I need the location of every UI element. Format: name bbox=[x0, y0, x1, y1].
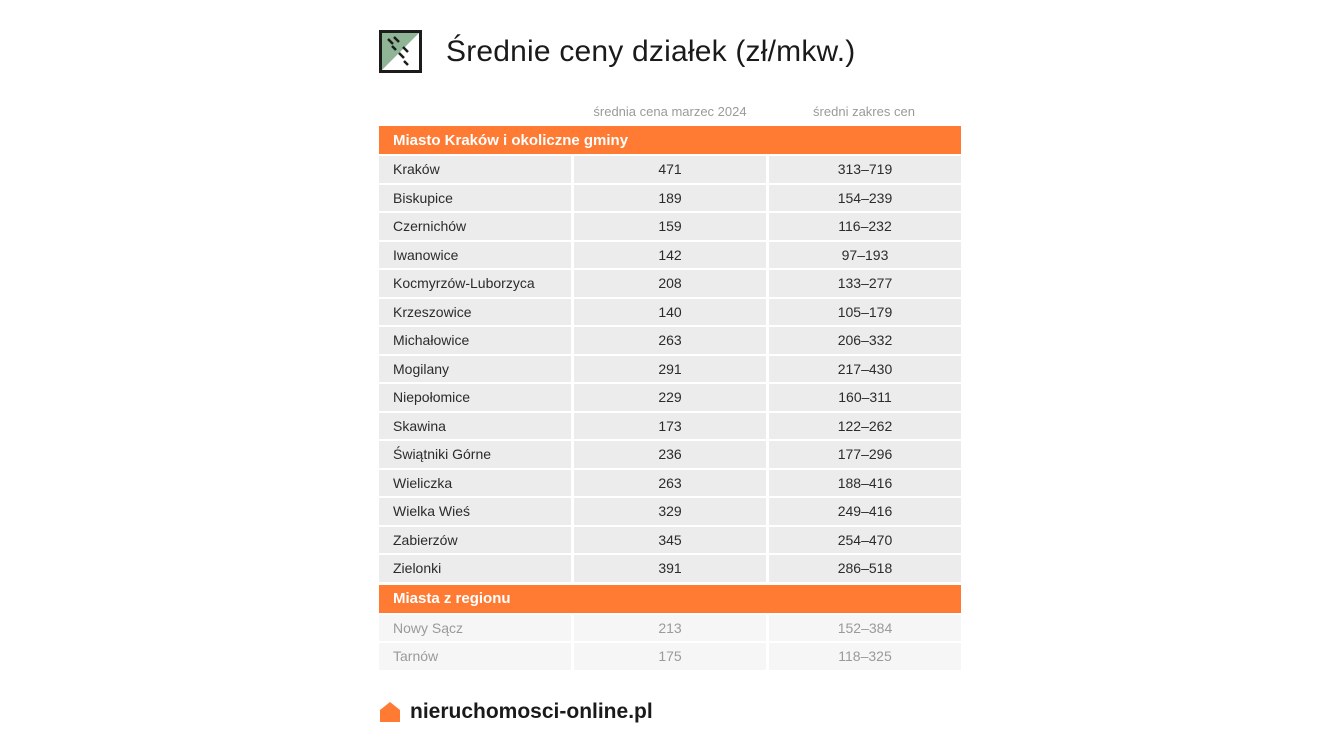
row-name: Biskupice bbox=[379, 185, 571, 212]
row-price-range: 313–719 bbox=[769, 156, 961, 183]
row-avg-price: 175 bbox=[574, 643, 766, 670]
row-avg-price: 471 bbox=[574, 156, 766, 183]
row-avg-price: 391 bbox=[574, 555, 766, 582]
row-name: Wielka Wieś bbox=[379, 498, 571, 525]
row-price-range: 154–239 bbox=[769, 185, 961, 212]
table-row bbox=[379, 555, 961, 582]
table-row bbox=[379, 384, 961, 411]
row-name: Wieliczka bbox=[379, 470, 571, 497]
row-name: Skawina bbox=[379, 413, 571, 440]
row-price-range: 249–416 bbox=[769, 498, 961, 525]
land-plot-icon bbox=[379, 30, 422, 73]
row-price-range: 286–518 bbox=[769, 555, 961, 582]
row-price-range: 133–277 bbox=[769, 270, 961, 297]
row-name: Tarnów bbox=[379, 643, 571, 670]
row-avg-price: 236 bbox=[574, 441, 766, 468]
row-avg-price: 213 bbox=[574, 615, 766, 642]
row-avg-price: 189 bbox=[574, 185, 766, 212]
table-row bbox=[379, 185, 961, 212]
row-avg-price: 140 bbox=[574, 299, 766, 326]
row-avg-price: 229 bbox=[574, 384, 766, 411]
row-name: Michałowice bbox=[379, 327, 571, 354]
table-row bbox=[379, 615, 961, 642]
row-price-range: 116–232 bbox=[769, 213, 961, 240]
row-name: Niepołomice bbox=[379, 384, 571, 411]
row-price-range: 105–179 bbox=[769, 299, 961, 326]
row-price-range: 160–311 bbox=[769, 384, 961, 411]
table-row bbox=[379, 498, 961, 525]
table-row bbox=[379, 441, 961, 468]
table-row bbox=[379, 270, 961, 297]
row-price-range: 254–470 bbox=[769, 527, 961, 554]
page-title: Średnie ceny działek (zł/mkw.) bbox=[446, 34, 856, 68]
row-price-range: 217–430 bbox=[769, 356, 961, 383]
table-row bbox=[379, 242, 961, 269]
row-price-range: 152–384 bbox=[769, 615, 961, 642]
table-row bbox=[379, 356, 961, 383]
brand-name: nieruchomosci-online.pl bbox=[410, 700, 653, 723]
table-row bbox=[379, 413, 961, 440]
row-avg-price: 291 bbox=[574, 356, 766, 383]
row-price-range: 97–193 bbox=[769, 242, 961, 269]
row-avg-price: 263 bbox=[574, 470, 766, 497]
column-header-avg: średnia cena marzec 2024 bbox=[593, 104, 747, 119]
table-row bbox=[379, 643, 961, 670]
row-avg-price: 329 bbox=[574, 498, 766, 525]
row-name: Mogilany bbox=[379, 356, 571, 383]
row-avg-price: 159 bbox=[574, 213, 766, 240]
price-table bbox=[379, 98, 961, 670]
row-avg-price: 173 bbox=[574, 413, 766, 440]
row-name: Zabierzów bbox=[379, 527, 571, 554]
row-name: Kocmyrzów-Luborzyca bbox=[379, 270, 571, 297]
row-price-range: 118–325 bbox=[769, 643, 961, 670]
section-header-region: Miasta z regionu bbox=[379, 585, 961, 613]
row-price-range: 206–332 bbox=[769, 327, 961, 354]
table-row bbox=[379, 327, 961, 354]
row-name: Czernichów bbox=[379, 213, 571, 240]
table-row bbox=[379, 156, 961, 183]
section-header-krakow: Miasto Kraków i okoliczne gminy bbox=[379, 126, 961, 154]
table-row bbox=[379, 213, 961, 240]
table-row bbox=[379, 527, 961, 554]
header bbox=[379, 30, 855, 73]
row-name: Iwanowice bbox=[379, 242, 571, 269]
house-icon bbox=[379, 701, 401, 723]
row-name: Kraków bbox=[379, 156, 571, 183]
table-row bbox=[379, 299, 961, 326]
row-name: Zielonki bbox=[379, 555, 571, 582]
row-price-range: 122–262 bbox=[769, 413, 961, 440]
column-headers bbox=[379, 98, 961, 125]
column-header-range: średni zakres cen bbox=[813, 104, 915, 119]
row-avg-price: 263 bbox=[574, 327, 766, 354]
row-price-range: 177–296 bbox=[769, 441, 961, 468]
row-avg-price: 208 bbox=[574, 270, 766, 297]
row-avg-price: 142 bbox=[574, 242, 766, 269]
table-row bbox=[379, 470, 961, 497]
row-name: Nowy Sącz bbox=[379, 615, 571, 642]
row-name: Świątniki Górne bbox=[379, 441, 571, 468]
row-price-range: 188–416 bbox=[769, 470, 961, 497]
footer-brand bbox=[379, 700, 653, 724]
row-avg-price: 345 bbox=[574, 527, 766, 554]
row-name: Krzeszowice bbox=[379, 299, 571, 326]
